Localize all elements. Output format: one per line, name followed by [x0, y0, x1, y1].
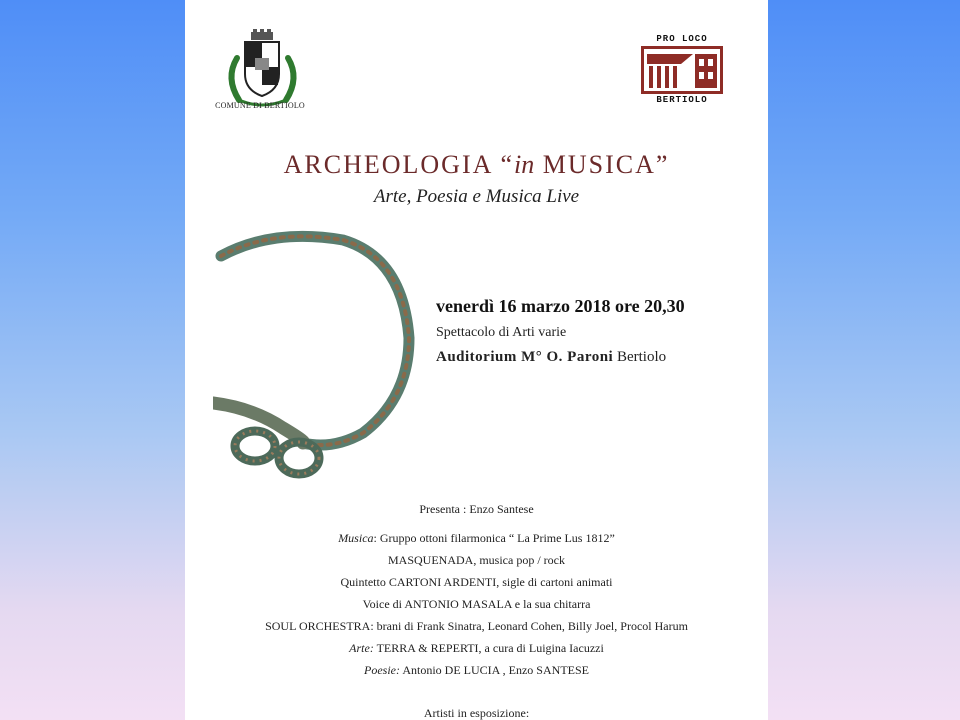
arte-label: Arte: — [349, 641, 374, 655]
title-part-1: ARCHEOLOGIA “ — [283, 150, 514, 179]
poster — [185, 0, 768, 720]
program-masquenada: MASQUENADA, musica pop / rock — [388, 553, 565, 567]
title-part-2: MUSICA” — [534, 150, 670, 179]
proloco-bottom-text: BERTIOLO — [656, 95, 708, 105]
program-quintetto: Quintetto CARTONI ARDENTI, sigle di cartoni animati — [340, 575, 613, 589]
presenter-line: Presenta : Enzo Santese — [419, 502, 534, 516]
program-soul: SOUL ORCHESTRA: brani di Frank Sinatra, Leonard Cohen, Billy Joel, Procol Harum — [265, 619, 688, 633]
program-voice: Voice di ANTONIO MASALA e la sua chitarra — [362, 597, 591, 611]
poesie-label: Poesie: — [364, 663, 400, 677]
poster-title — [185, 150, 768, 180]
bronze-artifact-image — [213, 228, 428, 488]
program-poesie — [185, 663, 768, 678]
comune-caption: COMUNE DI BERTIOLO — [215, 101, 305, 110]
venue-town: Bertiolo — [613, 349, 667, 365]
event-show: Spettacolo di Arti varie — [436, 325, 567, 340]
program-artisti: Artisti in esposizione: — [423, 706, 530, 720]
musica-text: : Gruppo ottoni filarmonica “ La Prime Lus 1812” — [373, 531, 615, 545]
poesie-text: Antonio DE LUCIA , Enzo SANTESE — [399, 663, 589, 677]
event-venue — [436, 349, 666, 366]
arte-text: TERRA & REPERTI, a cura di Luigina Iacuzzi — [373, 641, 604, 655]
proloco-logo — [637, 34, 727, 106]
program-musica — [185, 531, 768, 546]
program-arte — [185, 641, 768, 656]
musica-label: Musica — [338, 531, 374, 545]
poster-subtitle: Arte, Poesia e Musica Live — [373, 186, 580, 207]
proloco-top-text: PRO LOCO — [656, 34, 708, 44]
venue-name: Auditorium M° O. Paroni — [436, 349, 614, 365]
title-part-in: in — [513, 150, 535, 179]
proloco-building-icon — [641, 46, 723, 94]
event-date: venerdì 16 marzo 2018 ore 20,30 — [436, 296, 685, 316]
